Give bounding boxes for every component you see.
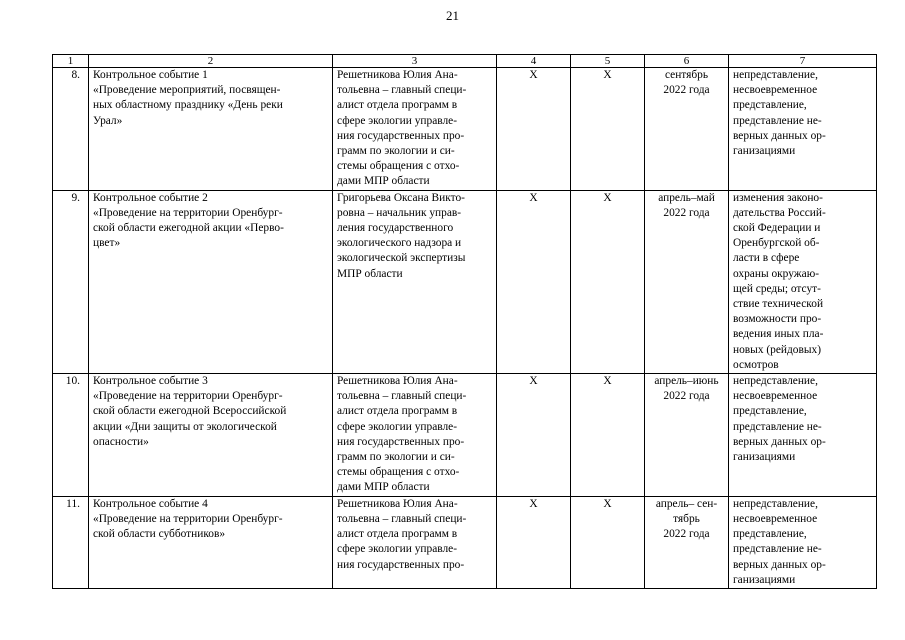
event-description: «Проведение мероприятий, посвящен- ных областному празднику «День реки Урал» [93, 84, 283, 127]
col5-value: X [571, 496, 645, 588]
risks-text: непредставление, несвоевременное представление, представление не- верных данных ор- ганизациями [729, 374, 877, 497]
responsible-person: Решетникова Юлия Ана- тольевна – главный специ- алист отдела программ в сфере экологии управле- ния государственных про- грамм по экологии и си- стемы обращения с отхо- дами МПР области [333, 68, 497, 191]
col4-value: X [497, 374, 571, 497]
event-cell [89, 496, 333, 588]
column-header: 2 [89, 55, 333, 68]
event-cell [89, 374, 333, 497]
col5-value: X [571, 68, 645, 191]
event-date: апрель– сен- тябрь 2022 года [645, 496, 729, 588]
responsible-person: Григорьева Оксана Викто- ровна – начальник управ- ления государственного экологического надзора и экологической экспертизы МПР области [333, 190, 497, 373]
table-header-row [53, 55, 877, 68]
column-header: 1 [53, 55, 89, 68]
risks-text: непредставление, несвоевременное представление, представление не- верных данных ор- ганизациями [729, 496, 877, 588]
table-row [53, 374, 877, 497]
row-number: 10. [53, 374, 89, 497]
event-title: Контрольное событие 3 [93, 375, 208, 388]
event-cell [89, 190, 333, 373]
column-header: 7 [729, 55, 877, 68]
table-row [53, 190, 877, 373]
responsible-person: Решетникова Юлия Ана- тольевна – главный специ- алист отдела программ в сфере экологии управле- ния государственных про- грамм по экологии и си- стемы обращения с отхо- дами МПР области [333, 374, 497, 497]
event-description: «Проведение на территории Оренбург- ской области ежегодной Всероссийской акции «Дни защиты от экологической опасности» [93, 390, 287, 448]
event-description: «Проведение на территории Оренбург- ской области ежегодной акции «Перво- цвет» [93, 206, 284, 250]
column-header: 4 [497, 55, 571, 68]
table-row [53, 68, 877, 191]
col4-value: X [497, 190, 571, 373]
event-cell [89, 68, 333, 191]
row-number: 11. [53, 496, 89, 588]
risks-text: изменения законо- дательства Россий- ской Федерации и Оренбургской об- ласти в сфере охраны окружаю- щей среды; отсут- ствие технической возможности про- ведения иных пла- новых (рейдовых) осмотров [729, 190, 877, 373]
col4-value: X [497, 68, 571, 191]
table-row [53, 496, 877, 588]
event-description: «Проведение на территории Оренбург- ской области субботников» [93, 512, 283, 541]
event-title: Контрольное событие 1 [93, 69, 208, 81]
row-number: 8. [53, 68, 89, 191]
column-header: 3 [333, 55, 497, 68]
row-number: 9. [53, 190, 89, 373]
risks-text: непредставление, несвоевременное представление, представление не- верных данных ор- ганизациями [729, 68, 877, 191]
col5-value: X [571, 374, 645, 497]
col4-value: X [497, 496, 571, 588]
column-header: 5 [571, 55, 645, 68]
col5-value: X [571, 190, 645, 373]
page-number: 21 [446, 8, 459, 23]
event-date: апрель–июнь 2022 года [645, 374, 729, 497]
event-title: Контрольное событие 2 [93, 191, 208, 204]
column-header: 6 [645, 55, 729, 68]
event-date: сентябрь 2022 года [645, 68, 729, 191]
responsible-person: Решетникова Юлия Ана- тольевна – главный специ- алист отдела программ в сфере экологии управле- ния государственных про- [333, 496, 497, 588]
event-date: апрель–май 2022 года [645, 190, 729, 373]
event-title: Контрольное событие 4 [93, 497, 208, 510]
events-table [52, 54, 877, 589]
